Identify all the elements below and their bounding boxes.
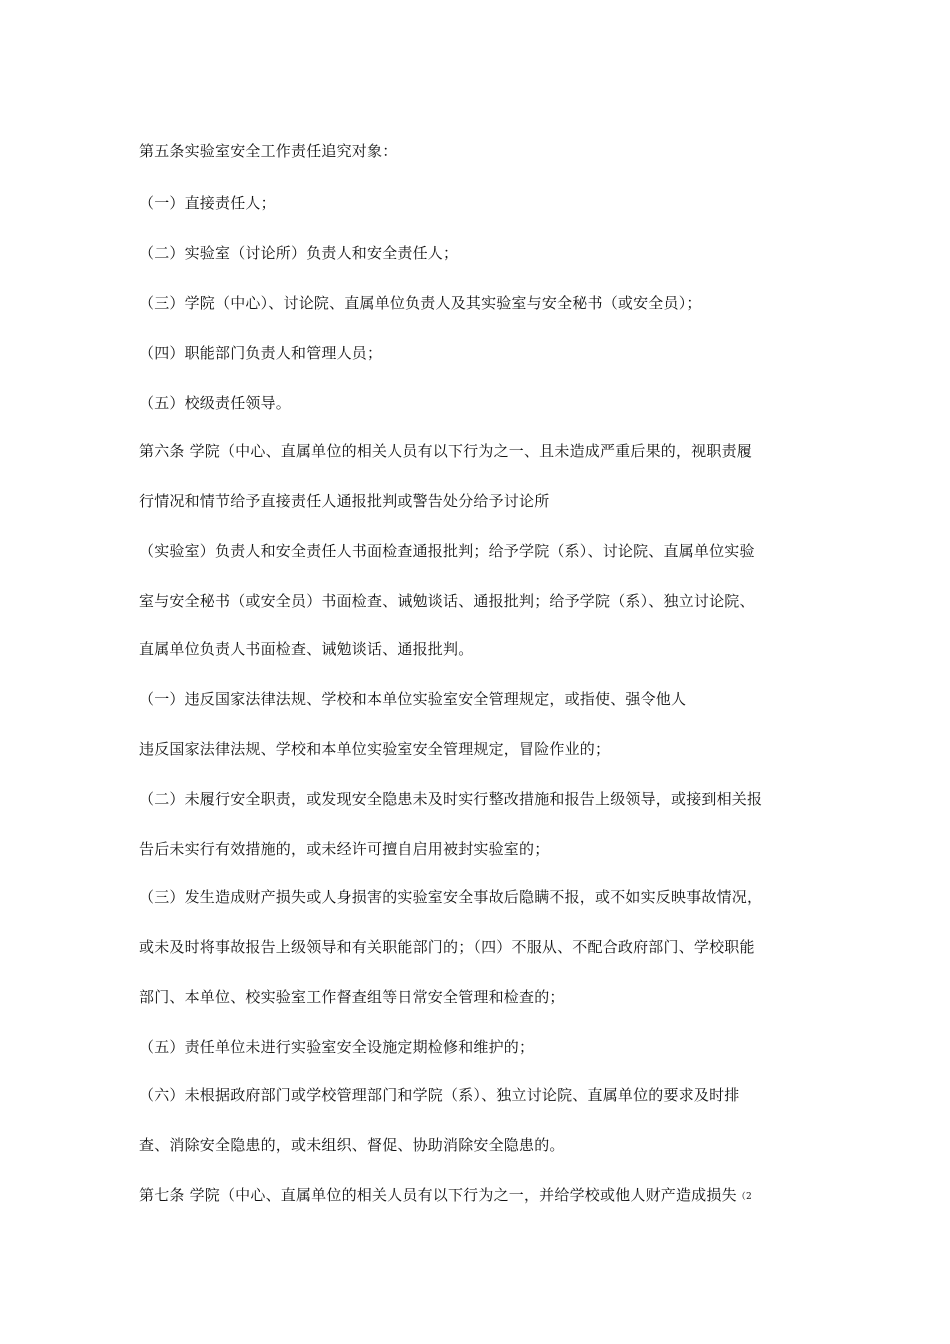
article-6-item-6-line-2: 查、消除安全隐患的，或未组织、督促、协助消除安全隐患的。 xyxy=(139,1136,565,1154)
article-6-item-3-line-2: 或未及时将事故报告上级领导和有关职能部门的；（四）不服从、不配合政府部门、学校职能 xyxy=(139,938,755,956)
article-6-item-5: （五）责任单位未进行实验室安全设施定期检修和维护的； xyxy=(139,1038,535,1056)
trailing-mark: （2 xyxy=(736,1192,752,1202)
article-6-item-1-line-1: （一）违反国家法律法规、学校和本单位实验室安全管理规定，或指使、强令他人 xyxy=(139,690,687,708)
article-5-item-3: （三）学院（中心）、讨论院、直属单位负责人及其实验室与安全秘书（或安全员）； xyxy=(139,294,702,312)
article-7-line-1 xyxy=(139,1185,844,1207)
article-6-line-2: 行情况和情节给予直接责任人通报批判或警告处分给予讨论所 xyxy=(139,492,550,510)
article-6-item-2-line-1: （二）未履行安全职责，或发现安全隐患未及时实行整改措施和报告上级领导，或接到相关报 xyxy=(139,790,763,808)
article-6-line-3: （实验室）负责人和安全责任人书面检查通报批判；给予学院（系）、讨论院、直属单位实验 xyxy=(139,542,755,560)
article-6-line-5: 直属单位负责人书面检查、诫勉谈话、通报批判。 xyxy=(139,640,474,658)
article-6-item-3-line-1: （三）发生造成财产损失或人身损害的实验室安全事故后隐瞒不报，或不如实反映事故情况， xyxy=(139,888,763,906)
article-5-item-5: （五）校级责任领导。 xyxy=(139,394,292,412)
article-6-item-6-line-1: （六）未根据政府部门或学校管理部门和学院（系）、独立讨论院、直属单位的要求及时排 xyxy=(139,1086,740,1104)
article-7-text: 第七条 学院（中心、直属单位的相关人员有以下行为之一，并给学校或他人财产造成损失 xyxy=(139,1186,737,1204)
article-5-item-4: （四）职能部门负责人和管理人员； xyxy=(139,344,383,362)
article-6-item-4-line: 部门、本单位、校实验室工作督查组等日常安全管理和检查的； xyxy=(139,988,565,1006)
article-6-line-4: 室与安全秘书（或安全员）书面检查、诫勉谈话、通报批判；给予学院（系）、独立讨论院、 xyxy=(139,592,755,610)
article-5-item-2: （二）实验室（讨论所）负责人和安全责任人； xyxy=(139,244,459,262)
article-5-item-1: （一）直接责任人； xyxy=(139,194,276,212)
article-5-heading: 第五条实验室安全工作责任追究对象： xyxy=(139,142,398,160)
article-6-line-1: 第六条 学院（中心、直属单位的相关人员有以下行为之一、且未造成严重后果的，视职责履 xyxy=(139,442,752,460)
article-6-item-2-line-2: 告后未实行有效措施的，或未经许可擅自启用被封实验室的； xyxy=(139,840,550,858)
article-6-item-1-line-2: 违反国家法律法规、学校和本单位实验室安全管理规定，冒险作业的； xyxy=(139,740,611,758)
